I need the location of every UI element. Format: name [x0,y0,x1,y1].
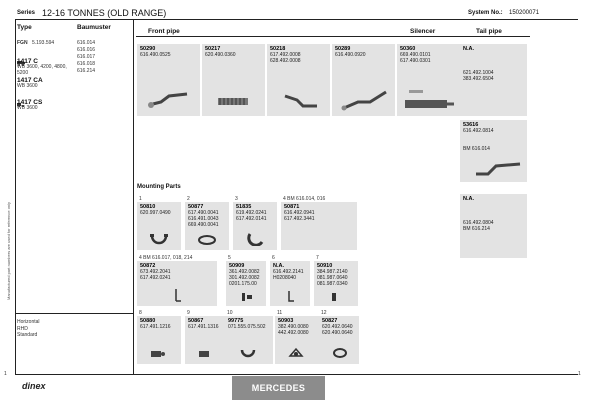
mount-index: 6 [272,255,275,261]
part-number: 50289 [335,46,351,52]
bottom-rule [15,374,578,375]
part-card[interactable] [225,316,273,364]
baumuster-item: 616.214 [77,68,96,74]
part-number: 50872 [140,263,156,269]
part-card[interactable] [267,44,330,116]
bend-pipe-drawing [281,92,321,110]
part-number: 50218 [270,46,286,52]
baumuster-list [77,40,95,75]
part-number: 53616 [463,122,479,128]
bracket-icon [173,287,183,303]
mount-index: 8 [139,310,142,316]
fgn-row [17,40,54,46]
rubber-mount-icon [197,348,213,360]
tail-pipe-heading: Tail pipe [476,28,502,35]
front-pipe-drawing [147,90,192,110]
part-ref: 361.492.0082 301.492.0082 0201.175.00 [229,269,260,287]
brand-name: dinex [22,381,46,391]
config-orientation: Horizontal [17,319,40,325]
gasket-icon [197,234,217,246]
part-ref: 616.490.0525 [140,52,171,58]
system-label: System No.: [468,10,503,16]
mount-index: 9 [187,310,190,316]
part-ref: 071.555.075.502 [228,324,266,330]
footer-brand-bar: MERCEDES [232,376,325,400]
part-number: 50903 [278,318,294,324]
part-card[interactable] [137,261,217,306]
part-ref: 620.490.0360 [205,52,236,58]
part-number: N.A. [273,263,284,269]
part-card[interactable] [270,261,310,306]
part-number: 50360 [400,46,416,52]
model-1-name: 1417 C [17,58,38,65]
part-ref: 619.492.0241 617.492.0141 [236,210,267,222]
part-ref: 621.492.1004 383.492.6504 [463,70,494,82]
part-card[interactable] [332,44,395,116]
mount-index: 4 [139,255,142,261]
section-rule [136,36,530,37]
fgn-label: FGN [17,40,28,46]
mount-index: 1 [139,196,142,202]
fgn-value: 5.193.594 [31,40,55,46]
part-ref: 382.490.0080 442.492.0080 [278,324,309,336]
clamp-icon [149,232,169,246]
column-divider [133,19,134,374]
model-3-name: 1417 CS [17,99,43,106]
part-number: 50867 [188,318,204,324]
part-card[interactable] [460,194,527,258]
part-number: N.A. [463,196,474,202]
part-number: 50910 [317,263,333,269]
bolt-icon [240,291,254,303]
mount-index: 5 [228,255,231,261]
silencer-heading: Silencer [410,28,436,35]
part-ref: 620.492.0640 620.490.0640 [322,324,353,336]
header-rule [15,19,578,20]
left-border [15,19,16,374]
system-number: 150200071 [509,10,540,16]
clamp-icon [239,346,257,360]
clamp-icon [331,346,349,360]
part-ref: 616.492.2141 H0208040 [273,269,304,281]
part-ref: 384.987.2140 081.987.0640 081.987.0340 [317,269,348,287]
mount-index: 10 [227,310,233,316]
flex-pipe-drawing [214,96,254,108]
baumuster-heading: Baumuster [77,24,111,31]
rubber-mount-icon [149,348,167,360]
part-card[interactable] [314,261,358,306]
part-card[interactable] [275,316,319,364]
part-card[interactable] [137,44,200,116]
part-card[interactable] [281,202,357,250]
tail-pipe-drawing [474,160,524,178]
part-ref: 616.492.0814 [463,128,494,134]
model-1-sub: WB 3600, 4200, 4800, 5200 [17,64,67,76]
part-card[interactable] [226,261,266,306]
silencer-drawing [401,88,456,114]
part-ref: 616.492.0941 617.492.3441 [284,210,315,222]
part-card[interactable] [185,316,225,364]
part-number: 50217 [205,46,221,52]
page-number-left: 1 [4,371,7,377]
part-card[interactable] [397,44,460,116]
part-ref: 617.491.1216 [140,324,171,330]
nut-icon [330,291,342,303]
hanger-icon [286,289,296,303]
part-ref: 616.492.0804 BM 616.214 [463,220,494,232]
part-ref: 616.490.0920 [335,52,366,58]
baumuster-item: 616.018 [77,61,96,67]
part-number: 99775 [228,318,244,324]
mount-index: 12 [321,310,327,316]
part-number: 50880 [140,318,156,324]
part-number: 50827 [322,318,338,324]
mount-index: 3 [235,196,238,202]
part-card[interactable] [137,202,181,250]
flange-icon [287,346,305,360]
model-3-sub: WB 3600 [17,105,38,111]
part-ref: 617.490.0041 616.491.0043 669.490.0041 [188,210,219,228]
part-card[interactable] [185,202,229,250]
part-number: 50877 [188,204,204,210]
part-card[interactable] [460,120,527,182]
intermediate-pipe-drawing [340,88,390,112]
model-2-sub: WB 3600 [17,83,38,89]
part-card[interactable] [233,202,277,250]
baumuster-item: 616.017 [77,54,96,60]
part-number: 51835 [236,204,252,210]
part-ref: 617.492.0008 628.492.0008 [270,52,301,64]
baumuster-item: 616.014 [77,40,96,46]
series-title: 12-16 TONNES (OLD RANGE) [42,8,167,18]
mount-index: 11 [277,310,283,316]
mount-index: 2 [187,196,190,202]
config-variant: Standard [17,332,38,338]
front-pipe-heading: Front pipe [148,28,180,35]
mounting-heading: Mounting Parts [137,184,181,190]
series-label: Series [17,10,36,16]
mount-index: 7 [316,255,319,261]
part-number: 50290 [140,46,156,52]
part-card[interactable] [460,44,527,116]
config-drive: RHD [17,325,28,332]
part-card[interactable] [319,316,359,364]
dinex-logo [22,381,46,391]
part-card[interactable] [202,44,265,116]
part-number: 50810 [140,204,156,210]
part-ref: 620.997.0490 [140,210,171,216]
clamp-icon [247,232,265,246]
config-list [17,319,40,339]
type-heading: Type [17,24,32,31]
part-extra: BM 616.014 [463,146,490,152]
part-number: 50909 [229,263,245,269]
mount-variant: BM 616.014, 016 [287,196,326,202]
part-ref: 673.492.2041 617.492.0241 [140,269,171,281]
part-number: 50871 [284,204,300,210]
model-2-name: 1417 CA [17,77,43,84]
mount-index: 4 [283,196,286,202]
part-number: N.A. [463,46,474,52]
part-ref: 617.491.1316 [188,324,219,330]
baumuster-item: 616.016 [77,47,96,53]
left-footer-rule [15,313,133,314]
part-ref: 669.490.0101 617.490.0301 [400,52,431,64]
side-disclaimer: Manufactured part numbers are used for reference only [6,201,11,300]
page-number-right: 1 [578,371,581,377]
mount-variant: BM 616.017, 018, 214 [143,255,193,261]
part-card[interactable] [137,316,181,364]
